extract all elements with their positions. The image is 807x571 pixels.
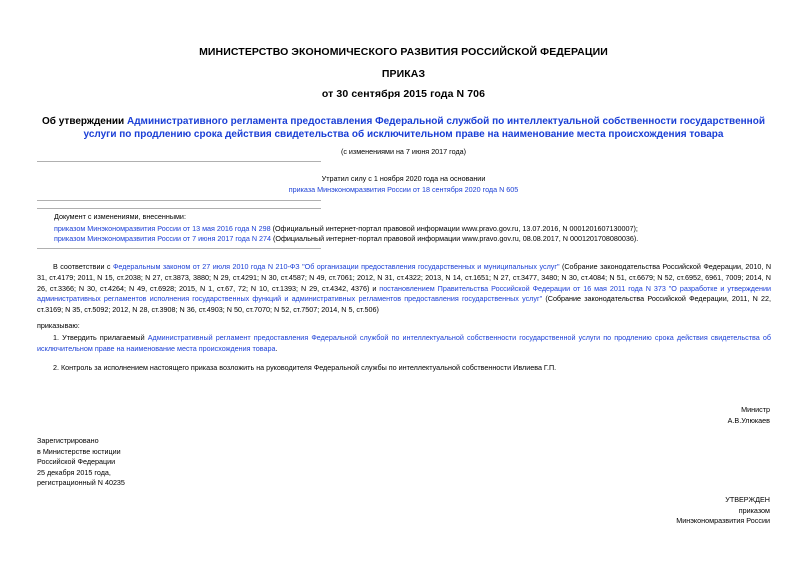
divider (37, 200, 321, 201)
divider (37, 248, 321, 249)
regulation-link[interactable]: Административный регламент предоставления Федеральной службой по интеллектуальной собственности государственной услуги по продлению срока действия свидетельства об исключительном праве на наименование места происхождения товара (37, 333, 771, 353)
ministry-heading: МИНИСТЕРСТВО ЭКОНОМИЧЕСКОГО РАЗВИТИЯ РОССИЙСКОЙ ФЕДЕРАЦИИ (199, 46, 608, 58)
clause-2: 2. Контроль за исполнением настоящего приказа возложить на руководителя Федеральной службы по интеллектуальной собственности Ивлиева Г.П. (53, 363, 557, 372)
signature-name: А.В.Улюкаев (727, 416, 770, 425)
doc-type: ПРИКАЗ (381, 68, 426, 80)
changes-heading: Документ с изменениями, внесенными: (54, 212, 186, 221)
doc-date: от 30 сентября 2015 года N 706 (321, 88, 486, 100)
registration-line: Зарегистрировано (37, 436, 99, 445)
preamble (37, 262, 771, 316)
preamble-text: (Собрание законодательства Российской Федерации, 2011, N 22, ст.3169; N 35, ст.5092; 2012, N 28, ст.3908; N 36, ст.4903; N 50, ст.7070; N 52, ст.7507; 2014, N 5, ст.506) (37, 294, 771, 315)
change-link-2017[interactable]: приказом Минэкономразвития России от 7 июня 2017 года N 274 (54, 234, 272, 243)
preamble-text: (Собрание законодательства Российской Федерации, 2010, N 31, ст.4179; 2011, N 15, ст.2038; N 27, ст.3873, 3880; N 29, ст.4291; N 30, ст.4587; N 49, ст.7061; 2012, N 31, ст.4322; 2013, N 14, ст.1651; N 27, ст.3477, 3480; N 30, ст.4084; N 51, ст.6679; N 52, ст.6952, 6961, 7009; 2014, N 26, ст.3366; N 30, ст.4264; N 49, ст.6928; 2015, N 1, ст.67, 72; N 10, ст.1393; N 29, ст.4342, 4376) и (37, 262, 772, 293)
expired-link-wrap (0, 185, 807, 196)
signature-position: Министр (741, 405, 770, 414)
registration-line: регистрационный N 40235 (37, 478, 125, 487)
changes-block (54, 212, 774, 245)
government-decree-link[interactable]: постановлением Правительства Российской Федерации от 16 мая 2011 года N 373 "О разработке и утверждении административных регламентов исполнения государственных функций и административных регламентов предоставления государственных услуг" (37, 283, 771, 304)
registration-line: 25 декабря 2015 года, (37, 467, 111, 477)
registration-block (37, 436, 237, 489)
approved-line: УТВЕРЖДЕН (725, 495, 770, 504)
change-item (54, 234, 774, 245)
expired-basis-link[interactable]: приказа Минэкономразвития России от 18 сентября 2020 года N 605 (288, 185, 519, 194)
approved-line: приказом (738, 505, 770, 515)
doc-title (40, 115, 767, 141)
clause-1-suffix: . (275, 343, 278, 353)
order-word: приказываю: (37, 321, 80, 330)
divider (37, 161, 321, 162)
title-regulation-link[interactable]: Административного регламента предоставления Федеральной службой по интеллектуальной собственности государственной услуги по продлению срока действия свидетельства об исключительном праве на наименование места происхождения товара (83, 116, 765, 140)
divider (37, 208, 321, 209)
expired-line: Утратил силу с 1 ноября 2020 года на основании (321, 174, 486, 183)
registration-line: в Министерстве юстиции (37, 446, 121, 456)
change-link-2016[interactable]: приказом Минэкономразвития России от 13 мая 2016 года N 298 (54, 223, 271, 233)
federal-law-link[interactable]: Федеральным законом от 27 июля 2010 года N 210-ФЗ "Об организации предоставления государственных и муниципальных услуг" (112, 262, 560, 271)
change-source: (Официальный интернет-портал правовой информации www.pravo.gov.ru, 08.08.2017, N 0001201708080036). (271, 234, 639, 243)
clause-1-prefix: 1. Утвердить прилагаемый (53, 333, 148, 342)
clause-1 (37, 333, 771, 355)
change-item (54, 224, 774, 235)
amendment-note: (с изменениями на 7 июня 2017 года) (340, 147, 467, 156)
title-prefix: Об утверждении (42, 116, 127, 127)
approved-block (600, 495, 770, 527)
change-source: (Официальный интернет-портал правовой информации www.pravo.gov.ru, 13.07.2016, N 0001201607130007); (270, 223, 638, 233)
preamble-text: В соответствии с (53, 262, 113, 271)
approved-line: Минэкономразвития России (676, 516, 770, 525)
registration-line: Российской Федерации (37, 457, 116, 466)
